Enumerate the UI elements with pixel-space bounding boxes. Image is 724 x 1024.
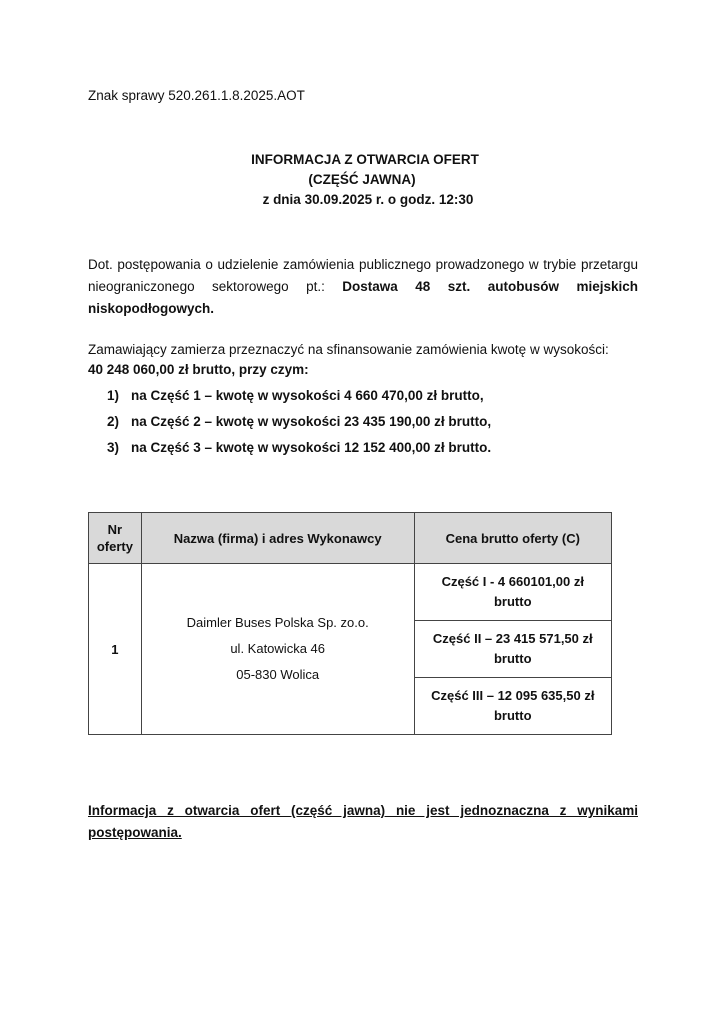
list-item — [107, 386, 491, 412]
title-line-2: (CZĘŚĆ JAWNA) — [308, 172, 416, 187]
header-nr-line2: oferty — [96, 539, 133, 554]
contractor-city: 05-830 Wolica — [236, 667, 320, 682]
case-reference: Znak sprawy 520.261.1.8.2025.AOT — [88, 88, 305, 103]
budget-total: 40 248 060,00 zł brutto, przy czym: — [88, 362, 309, 377]
list-item-text: na Część 3 – kwotę w wysokości 12 152 400,00 zł brutto. — [131, 440, 492, 455]
list-item-number: 3) — [107, 440, 120, 455]
list-item — [107, 412, 491, 438]
price-label: brutto — [493, 594, 532, 609]
header-nr-line1: Nr — [107, 522, 123, 537]
table-header-row — [89, 513, 612, 564]
contractor-street: ul. Katowicka 46 — [230, 641, 325, 656]
list-item-text: na Część 2 – kwotę w wysokości 23 435 190,00 zł brutto, — [131, 414, 492, 429]
price-amount: Część I - 4 660101,00 zł — [441, 574, 584, 589]
list-item-number: 1) — [107, 388, 120, 403]
contractor-details — [141, 564, 414, 735]
price-part-1 — [414, 564, 611, 621]
list-item-text: na Część 1 – kwotę w wysokości 4 660 470,00 zł brutto, — [131, 388, 484, 403]
contractor-name: Daimler Buses Polska Sp. zo.o. — [186, 615, 369, 630]
price-part-3 — [414, 678, 611, 735]
list-item — [107, 438, 491, 464]
budget-text: Zamawiający zamierza przeznaczyć na sfinansowanie zamówienia kwotę w wysokości: — [88, 342, 609, 357]
document-title — [0, 150, 724, 210]
procedure-intro — [88, 254, 638, 320]
price-amount: Część III – 12 095 635,50 zł — [431, 688, 595, 703]
table-row — [89, 564, 612, 621]
intro-text: Dot. postępowania o udzielenie zamówienia publicznego prowadzonego w trybie przetargu nieograniczonego sektorowego pt.: — [88, 257, 638, 294]
header-offer-number — [89, 513, 142, 564]
list-item-number: 2) — [107, 414, 120, 429]
title-line-1: INFORMACJA Z OTWARCIA OFERT — [251, 152, 479, 167]
price-label: brutto — [493, 708, 532, 723]
offer-number: 1 — [89, 564, 142, 735]
procurement-subject: Dostawa 48 szt. autobusów miejskich niskopodłogowych. — [88, 279, 638, 316]
price-part-2 — [414, 621, 611, 678]
offers-table — [88, 512, 612, 735]
disclaimer-note: Informacja z otwarcia ofert (część jawna) nie jest jednoznaczna z wynikami postępowania. — [88, 803, 638, 840]
budget-section — [88, 340, 648, 380]
header-contractor: Nazwa (firma) i adres Wykonawcy — [141, 513, 414, 564]
header-price: Cena brutto oferty (C) — [414, 513, 611, 564]
price-label: brutto — [493, 651, 532, 666]
price-amount: Część II – 23 415 571,50 zł — [432, 631, 593, 646]
title-date-line: z dnia 30.09.2025 r. o godz. 12:30 — [262, 192, 474, 207]
budget-parts-list — [107, 386, 491, 464]
